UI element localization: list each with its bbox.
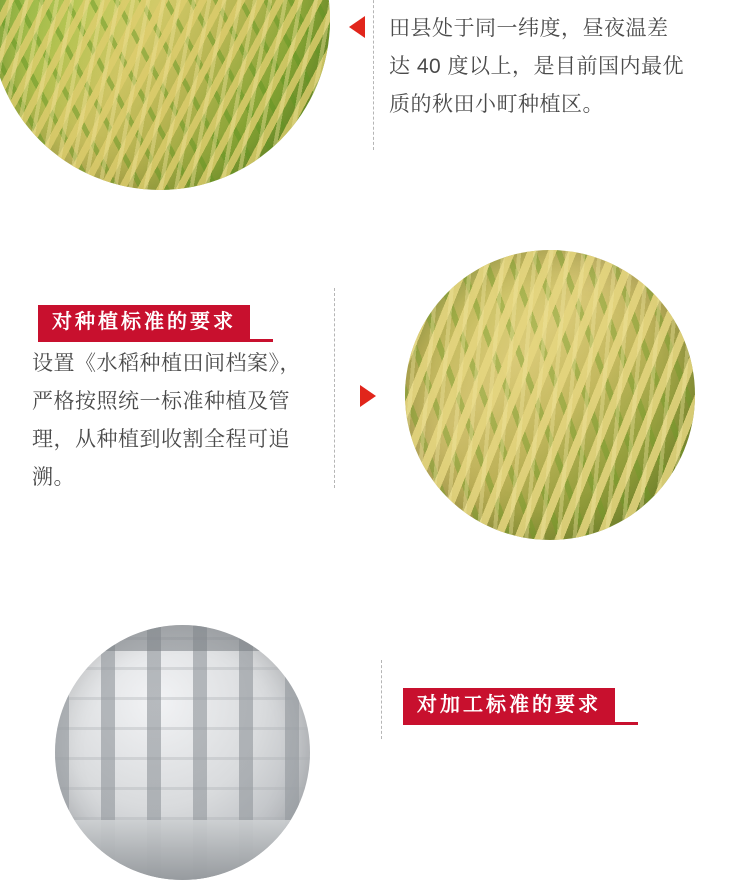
photo-rice-middle <box>405 250 695 540</box>
heading-underline-planting <box>38 339 273 342</box>
heading-underline-processing <box>403 722 638 725</box>
left-triangle-marker-top <box>349 16 365 38</box>
photo-factory-bottom <box>55 625 310 880</box>
divider-top <box>373 0 374 150</box>
photo-rice-top <box>0 0 330 190</box>
divider-middle <box>334 288 335 488</box>
section-origin-body: 田县处于同一纬度，昼夜温差达 40 度以上，是目前国内最优质的秋田小町种植区。 <box>389 17 685 116</box>
rice-texture-layer-highlight <box>0 0 330 190</box>
section-planting-standard-heading: 对种植标准的要求 <box>38 305 250 340</box>
section-processing-standard-heading: 对加工标准的要求 <box>403 688 615 723</box>
factory-floor <box>55 820 310 880</box>
divider-bottom <box>381 660 382 739</box>
section-planting-standard-body: 设置《水稻种植田间档案》，严格按照统一标准种植及管理，从种植到收割全程可追溯。 <box>32 352 301 489</box>
right-triangle-marker-middle <box>360 385 376 407</box>
rice-field-texture-highlight <box>405 250 695 540</box>
